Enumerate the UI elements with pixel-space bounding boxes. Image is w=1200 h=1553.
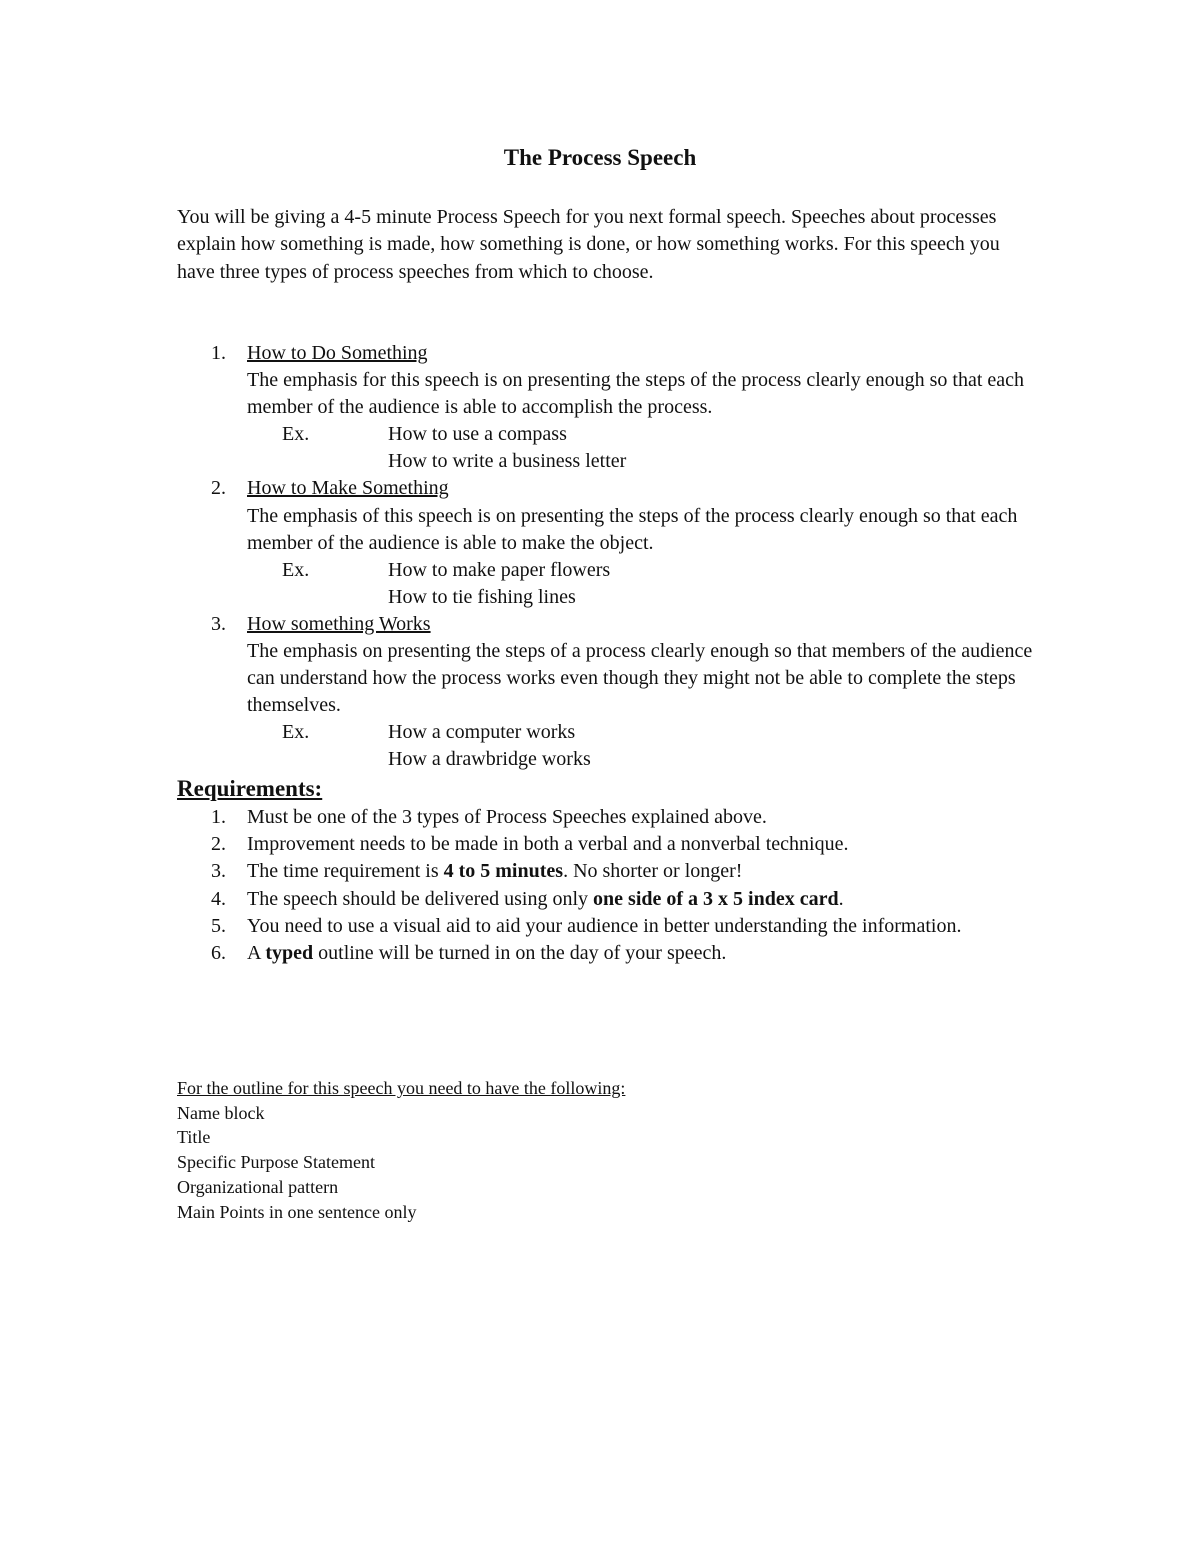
outline-heading: For the outline for this speech you need to have the following: (177, 1078, 626, 1098)
requirement-text-post: . (838, 887, 844, 910)
process-type-description: The emphasis on presenting the steps of a process clearly enough so that members of the audience can understand how the process works even though they might not be able to complete the steps themselves. (247, 640, 1033, 717)
process-type-heading: How to Do Something (247, 342, 428, 364)
requirements-list (0, 804, 1200, 967)
example-text: How a drawbridge works (388, 748, 591, 771)
list-number: 2. (211, 477, 226, 500)
example-label: Ex. (282, 558, 310, 581)
requirement-text: You need to use a visual aid to aid your audience in better understanding the information. (247, 914, 962, 937)
requirement-text: Improvement needs to be made in both a verbal and a nonverbal technique. (247, 833, 849, 856)
example-row (0, 557, 1200, 584)
process-type-item (0, 611, 1200, 774)
example-text: How to use a compass (388, 423, 567, 446)
example-row (0, 421, 1200, 448)
example-label: Ex. (282, 423, 310, 446)
requirement-item (0, 913, 1200, 940)
process-type-description: The emphasis for this speech is on presenting the steps of the process clearly enough so that each member of the audience is able to accomplish the process. (247, 369, 1025, 419)
process-type-heading: How something Works (247, 612, 431, 635)
document-title: The Process Speech (503, 145, 697, 170)
requirement-item (0, 886, 1200, 913)
requirement-item (0, 940, 1200, 967)
list-number: 1. (211, 342, 226, 364)
list-number: 4. (211, 887, 226, 910)
process-type-description: The emphasis of this speech is on presenting the steps of the process clearly enough so that each member of the audience is able to make the object. (247, 504, 1018, 554)
example-text: How to write a business letter (388, 450, 627, 473)
list-number: 3. (211, 860, 226, 883)
requirements-heading: Requirements: (177, 776, 323, 801)
process-types-list (0, 340, 1200, 774)
outline-item: Title (177, 1127, 211, 1148)
outline-item: Main Points in one sentence only (177, 1201, 417, 1222)
example-text: How a computer works (388, 721, 576, 744)
process-type-heading: How to Make Something (247, 477, 449, 500)
requirement-text-pre: The time requirement is (247, 860, 444, 883)
requirement-text (247, 886, 987, 913)
intro-paragraph: You will be giving a 4-5 minute Process Speech for you next formal speech. Speeches about processes explain how something is made, how something is done, or how something works. For this speech you have three types of process speeches from which to choose. (177, 206, 1000, 283)
list-number: 1. (211, 806, 226, 828)
requirement-item (0, 858, 1200, 885)
example-label: Ex. (282, 721, 310, 744)
requirement-text-post: outline will be turned in on the day of your speech. (313, 942, 727, 965)
requirement-text (247, 940, 987, 967)
process-type-item (0, 475, 1200, 610)
outline-section (177, 1076, 977, 1224)
example-row (0, 719, 1200, 746)
list-number: 2. (211, 833, 226, 856)
requirement-item (0, 831, 1200, 858)
example-row (0, 746, 1200, 773)
requirement-text (247, 858, 987, 885)
requirement-text-post: . No shorter or longer! (563, 860, 743, 883)
outline-item: Organizational pattern (177, 1176, 339, 1197)
list-number: 3. (211, 612, 226, 635)
example-row (0, 584, 1200, 611)
example-text: How to tie fishing lines (388, 585, 576, 608)
example-row (0, 448, 1200, 475)
outline-item: Name block (177, 1102, 265, 1123)
requirement-text-bold: typed (265, 942, 314, 965)
requirement-text-bold: one side of a 3 x 5 index card (593, 887, 839, 910)
requirement-text-pre: A (247, 942, 266, 965)
list-number: 6. (211, 942, 226, 965)
outline-item: Specific Purpose Statement (177, 1152, 375, 1173)
example-text: How to make paper flowers (388, 558, 611, 581)
process-type-item (0, 340, 1200, 475)
requirement-text-bold: 4 to 5 minutes (443, 860, 564, 883)
requirement-item (0, 804, 1200, 831)
requirement-text: Must be one of the 3 types of Process Speeches explained above. (247, 806, 767, 828)
list-number: 5. (211, 914, 226, 937)
requirement-text-pre: The speech should be delivered using only (247, 887, 594, 910)
